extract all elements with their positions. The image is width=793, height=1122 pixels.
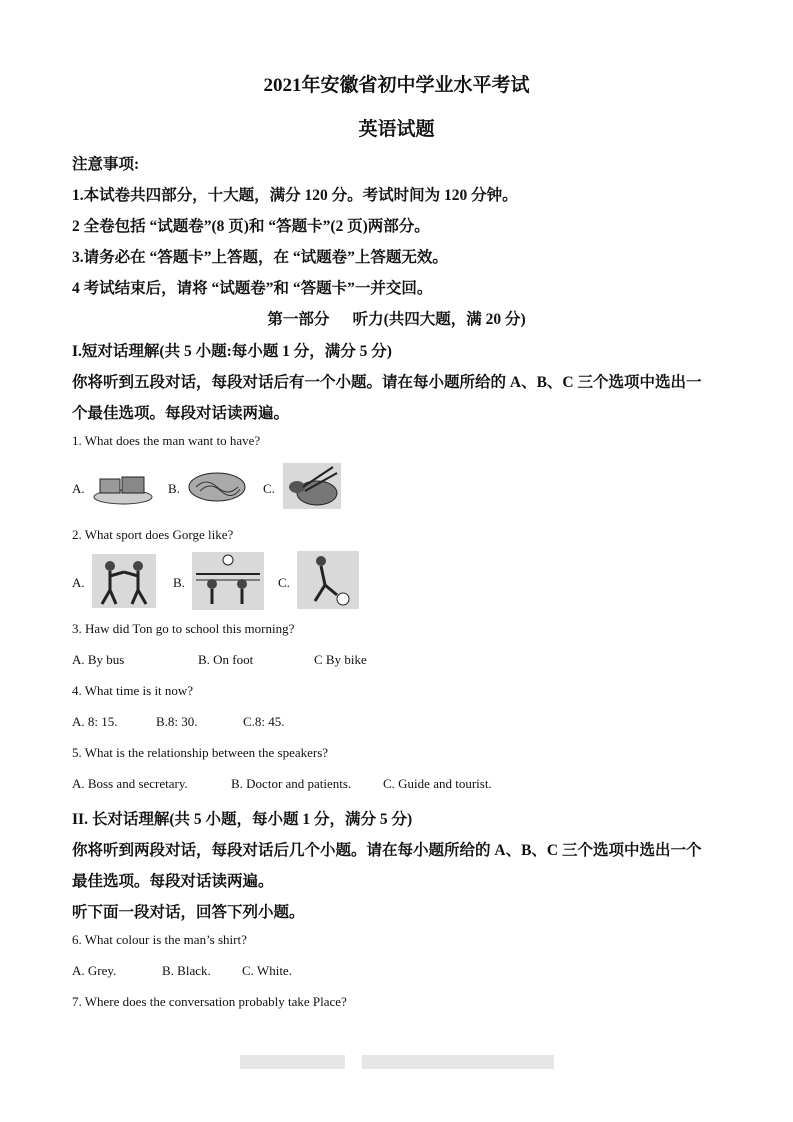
boxing-icon (92, 554, 156, 608)
part-heading: 第一部分 听力(共四大题，满 20 分) (267, 311, 526, 328)
question-text: 7. Where does the conversation probably take Place? (72, 994, 347, 1009)
question-text: 6. What colour is the man’s shirt? (72, 932, 247, 947)
option-text: B. Doctor and patients. (231, 776, 352, 791)
question-text: 3. Haw did Ton go to school this morning? (72, 621, 295, 636)
option-label: C. (278, 575, 290, 590)
option-text: C. Guide and tourist. (383, 776, 492, 791)
option-text: A. 8: 15. (72, 714, 118, 729)
question-text: 1. What does the man want to have? (72, 433, 261, 448)
option-text: B. Black. (162, 963, 211, 978)
page-subtitle: 英语试题 (358, 119, 435, 140)
option-label: A. (72, 575, 85, 590)
noodle-bowl-icon (186, 465, 248, 509)
notice-item: 4 考试结束后，请将 “试题卷”和 “答题卡”一并交回。 (72, 280, 433, 297)
notice-item: 2 全卷包括 “试题卷”(8 页)和 “答题卡”(2 页)两部分。 (72, 218, 430, 235)
watermark (362, 1055, 554, 1069)
listen-instruction: 听下面一段对话，回答下列小题。 (72, 904, 305, 921)
option-text: C. White. (242, 963, 292, 978)
option-label: A. (72, 481, 85, 496)
section-instruction: 你将听到五段对话，每段对话后有一个小题。请在每小题所给的 A、B、C 三个选项中选出一 (72, 374, 702, 391)
dumpling-chopsticks-icon (283, 463, 341, 509)
notice-heading: 注意事项: (72, 156, 140, 173)
cake-plate-icon (92, 467, 154, 507)
notice-item: 1.本试卷共四部分，十大题，满分 120 分。考试时间为 120 分钟。 (72, 187, 518, 204)
volleyball-icon (192, 552, 264, 610)
section-instruction: 个最佳选项。每段对话读两遍。 (72, 405, 290, 422)
section-instruction: 你将听到两段对话，每段对话后几个小题。请在每小题所给的 A、B、C 三个选项中选出一个 (72, 842, 702, 859)
page-title: 2021年安徽省初中学业水平考试 (263, 75, 530, 96)
notice-item: 3.请务必在 “答题卡”上答题，在 “试题卷”上答题无效。 (72, 249, 448, 266)
soccer-icon (297, 551, 359, 609)
option-label: B. (173, 575, 185, 590)
watermark (240, 1055, 345, 1069)
section-instruction: 最佳选项。每段对话读两遍。 (72, 873, 274, 890)
option-text: A. By bus (72, 652, 125, 667)
option-label: C. (263, 481, 275, 496)
section-heading: I.短对话理解(共 5 小题:每小题 1 分，满分 5 分) (72, 343, 392, 360)
question-text: 4. What time is it now? (72, 683, 194, 698)
option-text: A. Grey. (72, 963, 117, 978)
question-text: 5. What is the relationship between the speakers? (72, 745, 329, 760)
option-text: C.8: 45. (243, 714, 285, 729)
option-text: B.8: 30. (156, 714, 198, 729)
option-text: C By bike (314, 652, 367, 667)
option-text: A. Boss and secretary. (72, 776, 188, 791)
option-text: B. On foot (198, 652, 254, 667)
option-label: B. (168, 481, 180, 496)
section-heading: II. 长对话理解(共 5 小题，每小题 1 分，满分 5 分) (72, 811, 413, 828)
question-text: 2. What sport does Gorge like? (72, 527, 234, 542)
